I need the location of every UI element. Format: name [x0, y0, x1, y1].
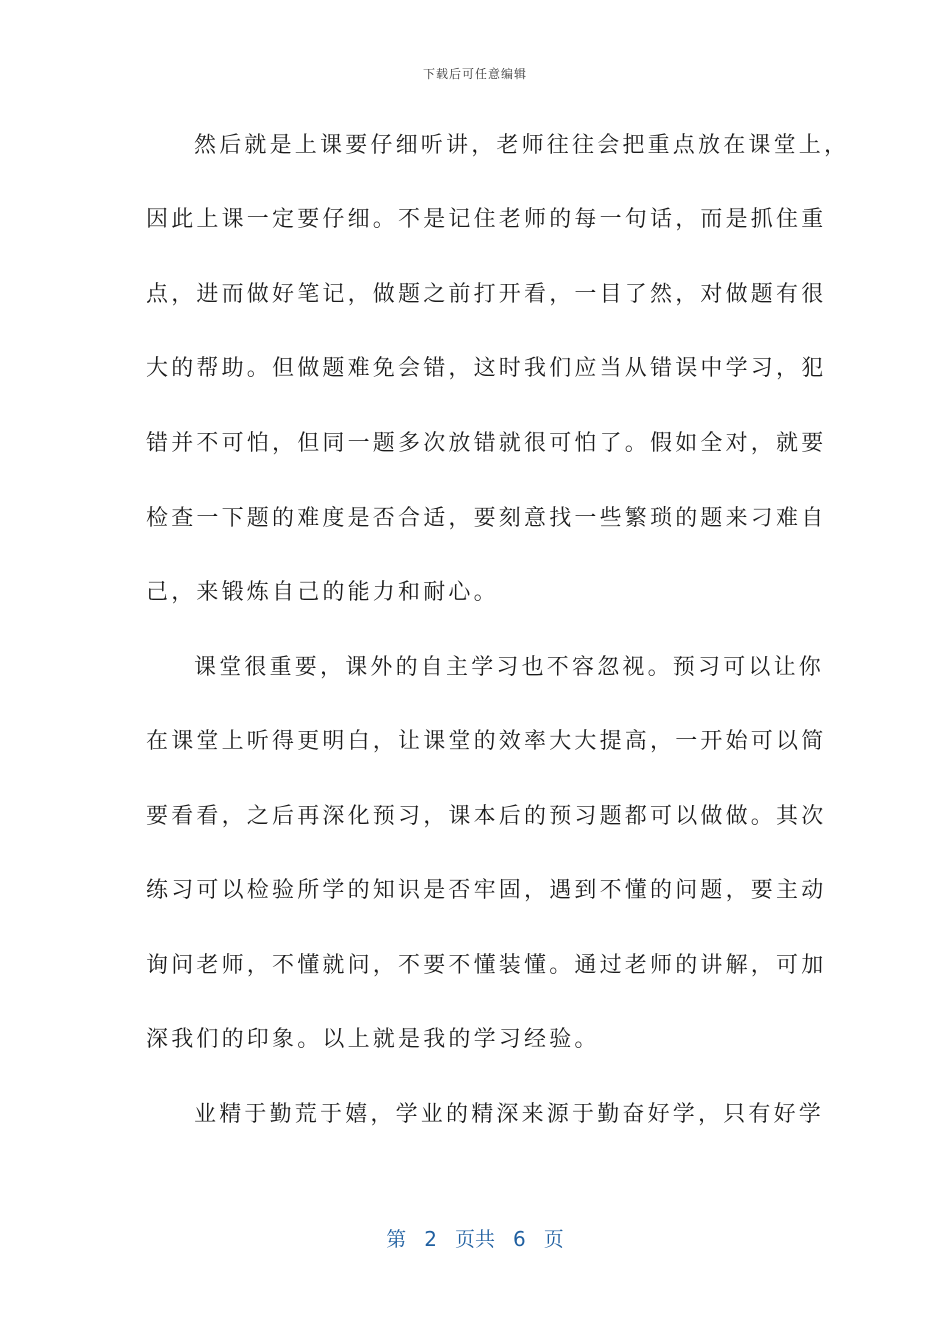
footer-page-number: 2: [424, 1227, 437, 1251]
body-line: 点，进而做好笔记，做题之前打开看，一目了然，对做题有很: [146, 282, 827, 307]
footer-prefix: 第: [386, 1227, 407, 1251]
body-line: 在课堂上听得更明白，让课堂的效率大大提高，一开始可以简: [146, 729, 827, 754]
body-line: 课堂很重要，课外的自主学习也不容忽视。预习可以让你: [194, 655, 825, 680]
body-line: 因此上课一定要仔细。不是记住老师的每一句话，而是抓住重: [146, 207, 827, 232]
page-header-note: 下载后可任意编辑: [422, 67, 527, 81]
page-footer: [0, 1226, 950, 1252]
body-line: 检查一下题的难度是否合适，要刻意找一些繁琐的题来刁难自: [146, 506, 827, 531]
body-line: 然后就是上课要仔细听讲，老师往往会把重点放在课堂上，: [194, 133, 850, 158]
body-line: 业精于勤荒于嬉，学业的精深来源于勤奋好学，只有好学: [194, 1102, 825, 1127]
body-line: 练习可以检验所学的知识是否牢固，遇到不懂的问题，要主动: [146, 878, 827, 903]
body-line: 己，来锻炼自己的能力和耐心。: [146, 580, 499, 605]
body-line: 询问老师，不懂就问，不要不懂装懂。通过老师的讲解，可加: [146, 953, 827, 978]
footer-total-pages: 6: [513, 1227, 526, 1251]
footer-suffix: 页: [543, 1227, 564, 1251]
body-line: 要看看，之后再深化预习，课本后的预习题都可以做做。其次: [146, 804, 827, 829]
body-line: 错并不可怕，但同一题多次放错就很可怕了。假如全对，就要: [146, 431, 827, 456]
body-line: 深我们的印象。以上就是我的学习经验。: [146, 1027, 600, 1052]
footer-middle: 页共: [455, 1227, 495, 1251]
body-line: 大的帮助。但做题难免会错，这时我们应当从错误中学习，犯: [146, 356, 827, 381]
